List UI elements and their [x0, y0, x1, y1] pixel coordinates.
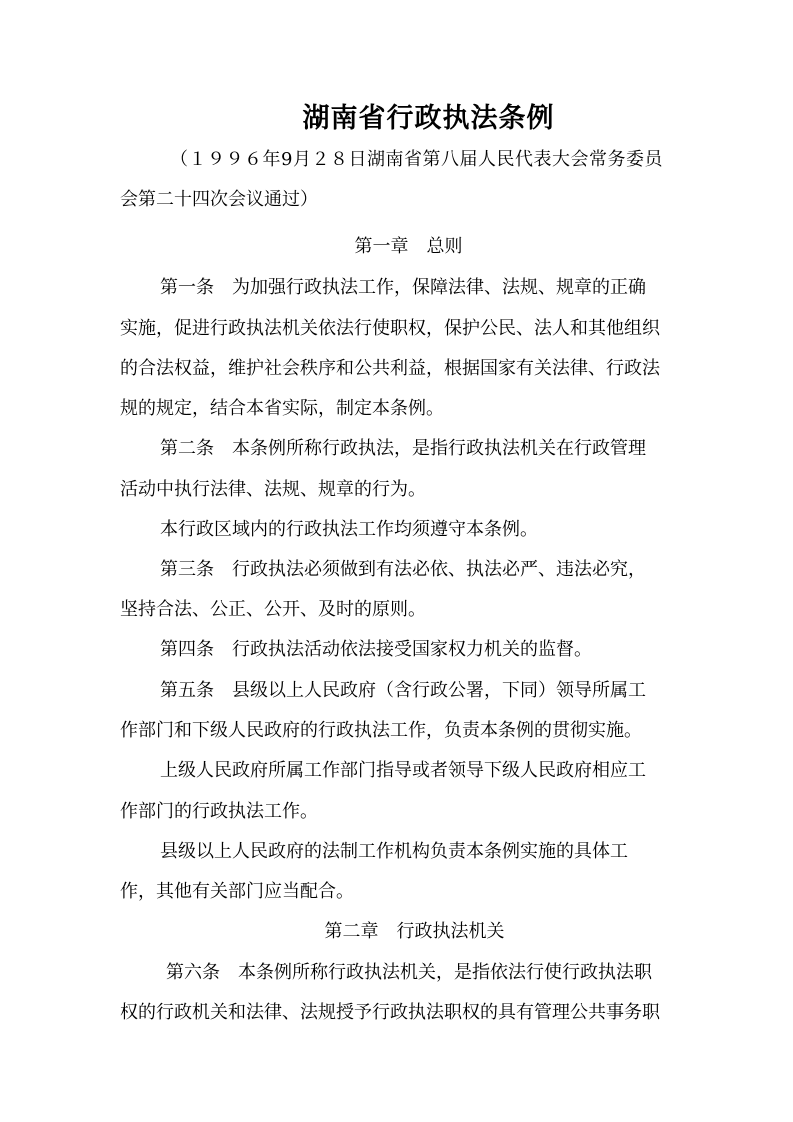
article-6-label: 第六条: [166, 962, 220, 983]
article-1-line4: 规的规定，结合本省实际，制定本条例。: [120, 398, 444, 419]
article-5-label: 第五条: [160, 680, 214, 701]
article-5-para3-line2: 作，其他有关部门应当配合。: [120, 881, 354, 902]
document-title: 湖南省行政执法条例: [302, 103, 555, 134]
article-1-line2: 实施，促进行政执法机关依法行使职权，保护公民、法人和其他组织: [120, 318, 660, 339]
article-2-line2: 活动中执行法律、法规、规章的行为。: [120, 479, 426, 500]
article-2-text: 本条例所称行政执法，是指行政执法机关在行政管理: [232, 438, 646, 459]
chapter-1-name: 总则: [426, 236, 463, 257]
article-2-line1: [160, 436, 680, 462]
article-5-line1: [160, 678, 680, 704]
article-5-para2-line1: 上级人民政府所属工作部门指导或者领导下级人民政府相应工: [160, 760, 646, 781]
article-2-para2: 本行政区域内的行政执法工作均须遵守本条例。: [160, 519, 538, 540]
article-1-line3: 的合法权益，维护社会秩序和公共利益，根据国家有关法律、行政法: [120, 358, 660, 379]
adoption-note-line1: （１９９６年9月２８日湖南省第八届人民代表大会常务委员: [170, 149, 663, 170]
adoption-note-line2: 会第二十四次会议通过）: [120, 189, 318, 210]
article-5-text: 县级以上人民政府（含行政公署，下同）领导所属工: [232, 680, 646, 701]
article-3-label: 第三条: [160, 559, 214, 580]
article-4-text: 行政执法活动依法接受国家权力机关的监督。: [232, 639, 592, 660]
article-5-para2-line2: 作部门的行政执法工作。: [120, 801, 318, 822]
article-4-line1: [160, 637, 680, 663]
article-5-line2: 作部门和下级人民政府的行政执法工作，负责本条例的贯彻实施。: [120, 720, 642, 741]
chapter-1-heading: [0, 234, 793, 260]
article-2-label: 第二条: [160, 438, 214, 459]
chapter-2-number: 第二章: [324, 921, 379, 942]
article-4-label: 第四条: [160, 639, 214, 660]
chapter-2-name: 行政执法机关: [396, 921, 505, 942]
article-3-line1: [160, 557, 680, 583]
article-5-para3-line1: 县级以上人民政府的法制工作机构负责本条例实施的具体工: [160, 841, 628, 862]
article-1-text: 为加强行政执法工作，保障法律、法规、规章的正确: [232, 277, 646, 298]
article-1-line1: [160, 275, 680, 301]
article-6-text: 本条例所称行政执法机关，是指依法行使行政执法职: [238, 962, 652, 983]
article-6-line1: [166, 960, 686, 986]
chapter-2-heading: [0, 919, 793, 945]
article-3-line2: 坚持合法、公正、公开、及时的原则。: [120, 599, 426, 620]
article-1-label: 第一条: [160, 277, 214, 298]
article-6-line2: 权的行政机关和法律、法规授予行政执法职权的具有管理公共事务职: [120, 1002, 660, 1023]
chapter-1-number: 第一章: [354, 236, 409, 257]
article-3-text: 行政执法必须做到有法必依、执法必严、违法必究，: [232, 559, 646, 580]
